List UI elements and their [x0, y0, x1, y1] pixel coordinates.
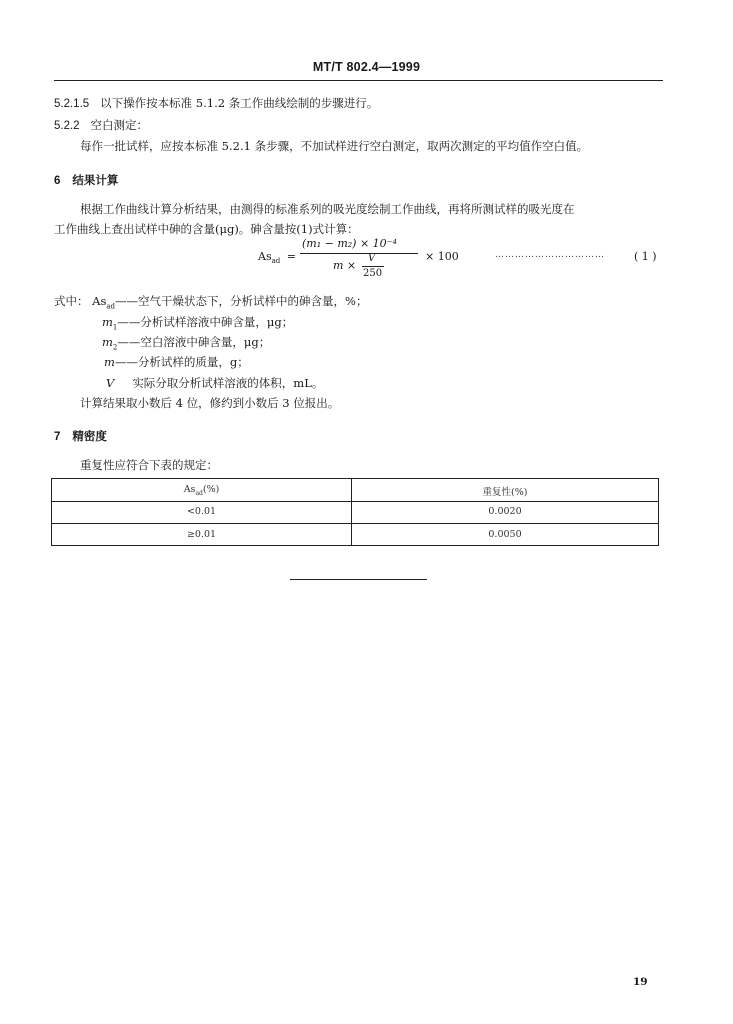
clause-5-2-1-5	[54, 96, 378, 112]
table-cell-range-low: <0.01	[186, 506, 217, 517]
var-description: ——空气干燥状态下，分析试样中的砷含量，%；	[115, 294, 368, 308]
table-row-rule	[52, 523, 658, 524]
var-description: ——分析试样溶液中砷含量，μg；	[117, 315, 294, 329]
table-header-as-ad	[52, 484, 351, 497]
section-7-intro: 重复性应符合下表的规定：	[80, 458, 218, 472]
var-description: 实际分取分析试样溶液的体积，mL。	[132, 376, 324, 390]
table-cell-repeatability-high: 0.0050	[488, 529, 522, 540]
header-rule	[54, 80, 663, 81]
table-header-rule	[52, 501, 658, 502]
clause-number: 5.2.2	[54, 120, 80, 132]
var-description: ——分析试样的质量，g；	[114, 355, 249, 369]
formula-inner-denominator: 250	[363, 268, 383, 279]
end-rule	[290, 579, 427, 580]
formula-inner-fraction-bar	[362, 266, 384, 267]
formula-times-100: × 100	[425, 250, 459, 263]
section-title: 结果计算	[72, 173, 119, 187]
var-symbol: m	[102, 335, 113, 349]
table-cell-repeatability-low: 0.0020	[488, 506, 522, 517]
clause-5-2-2-body: 每作一批试样，应按本标准 5.2.1 条步骤，不加试样进行空白测定，取两次测定的平均值作空白值。	[80, 139, 589, 153]
clause-text: 空白测定：	[90, 118, 149, 132]
section-7-heading	[54, 428, 107, 444]
clause-5-2-2	[54, 118, 148, 134]
clause-number: 5.2.1.5	[54, 98, 90, 110]
var-subscript: ad	[106, 302, 116, 311]
var-description: ——空白溶液中砷含量，μg；	[117, 335, 271, 349]
clause-text: 以下操作按本标准 5.1.2 条工作曲线绘制的步骤进行。	[100, 96, 379, 110]
where-label: 式中：	[54, 294, 89, 308]
table-cell-range-high: ≥0.01	[186, 529, 217, 540]
header-unit: (%)	[202, 484, 220, 495]
section-number: 7	[54, 431, 61, 443]
var-row-as-ad	[54, 294, 367, 314]
document-header: MT/T 802.4—1999	[312, 60, 421, 74]
var-symbol: As	[92, 294, 107, 308]
var-row-v	[106, 376, 323, 391]
formula-lhs-symbol: As	[258, 250, 272, 263]
formula-main-fraction-bar	[300, 253, 418, 254]
section-6-para-line2: 工作曲线上查出试样中砷的含量(μg)。砷含量按(1)式计算：	[54, 222, 359, 236]
formula-numerator: (m₁ − m₂) × 10⁻⁴	[302, 237, 397, 250]
formula-inner-numerator: V	[368, 253, 376, 264]
page-number: 19	[633, 976, 648, 988]
formula-lhs-subscript: ad	[271, 257, 281, 266]
formula-lhs	[258, 250, 296, 265]
var-subscript: 2	[112, 343, 118, 352]
formula-leader-dots: ……………………………	[495, 250, 605, 260]
var-row-m2	[102, 335, 270, 355]
var-symbol: m	[104, 355, 115, 369]
formula-equals: =	[286, 250, 296, 263]
header-subscript: ad	[195, 489, 203, 497]
section-number: 6	[54, 175, 61, 187]
var-row-m	[104, 355, 249, 370]
section-title: 精密度	[72, 429, 107, 443]
rounding-rule: 计算结果取小数后 4 位，修约到小数后 3 位报出。	[80, 396, 340, 410]
table-header-repeatability: 重复性(%)	[482, 487, 528, 498]
precision-table	[51, 478, 659, 546]
section-6-para-line1: 根据工作曲线计算分析结果，由测得的标准系列的吸光度绘制工作曲线，再将所测试样的吸光度在	[80, 202, 575, 216]
var-symbol: V	[106, 376, 115, 390]
formula-equation-number: ( 1 )	[634, 250, 657, 263]
formula-denominator-m: m ×	[333, 259, 357, 272]
var-row-m1	[102, 315, 293, 335]
var-symbol: m	[102, 315, 113, 329]
section-6-heading	[54, 172, 118, 188]
header-symbol: As	[183, 484, 196, 495]
var-subscript: 1	[112, 323, 118, 332]
